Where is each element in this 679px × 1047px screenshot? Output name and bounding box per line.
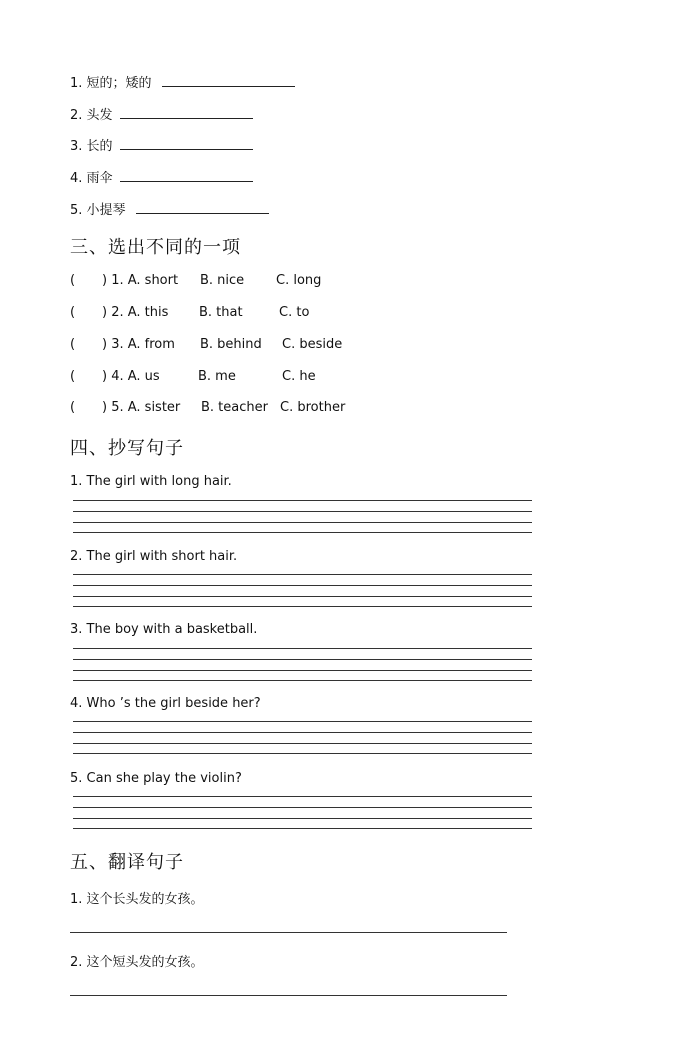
paren-open: ( [70,400,76,415]
writing-line[interactable] [73,511,532,512]
writing-line[interactable] [73,532,532,533]
vocab-item-4 [70,167,253,186]
writing-line[interactable] [73,828,532,829]
vocab-item-3 [70,135,253,154]
vocab-item-2 [70,104,253,123]
mc-item-2[interactable] [70,305,370,321]
mc-question-a: ) 2. A. this [102,305,169,320]
mc-option-b: B. me [198,369,236,384]
mc-question-a: ) 3. A. from [102,337,175,352]
section-5-title: 五、翻译句子 [70,852,184,873]
vocab-item-1 [70,72,295,91]
writing-line[interactable] [73,753,532,754]
writing-line[interactable] [73,659,532,660]
copy-sentence-1: 1. The girl with long hair. [70,474,232,489]
translation-answer-line[interactable] [70,995,507,996]
paren-open: ( [70,305,76,320]
mc-option-c: C. beside [282,337,343,352]
writing-line[interactable] [73,648,532,649]
mc-option-c: C. to [279,305,310,320]
mc-option-b: B. behind [200,337,262,352]
writing-line[interactable] [73,574,532,575]
mc-question-a: ) 5. A. sister [102,400,181,415]
vocab-number: 2. [70,108,83,123]
mc-question-a: ) 1. A. short [102,273,179,288]
copy-sentence-5: 5. Can she play the violin? [70,771,242,786]
mc-question-a: ) 4. A. us [102,369,160,384]
writing-line[interactable] [73,670,532,671]
answer-blank[interactable] [120,136,253,150]
vocab-item-5 [70,199,269,218]
vocab-word: 长的 [86,139,113,154]
mc-option-b: B. nice [200,273,245,288]
mc-item-5[interactable] [70,400,370,416]
writing-line[interactable] [73,522,532,523]
writing-line[interactable] [73,680,532,681]
answer-blank[interactable] [120,105,253,119]
mc-item-4[interactable] [70,369,370,385]
writing-line[interactable] [73,796,532,797]
writing-line[interactable] [73,585,532,586]
vocab-word: 雨伞 [86,171,113,186]
mc-item-3[interactable] [70,337,370,353]
vocab-number: 1. [70,76,83,91]
vocab-word: 小提琴 [86,203,126,218]
copy-sentence-3: 3. The boy with a basketball. [70,622,258,637]
mc-option-c: C. he [282,369,316,384]
vocab-number: 4. [70,171,83,186]
translate-sentence-1: 1. 这个长头发的女孩。 [70,892,204,907]
writing-line[interactable] [73,606,532,607]
translate-sentence-2: 2. 这个短头发的女孩。 [70,955,204,970]
vocab-number: 5. [70,203,83,218]
mc-option-b: B. teacher [201,400,268,415]
writing-line[interactable] [73,807,532,808]
section-4-title: 四、抄写句子 [70,438,184,459]
copy-sentence-2: 2. The girl with short hair. [70,549,238,564]
translation-answer-line[interactable] [70,932,507,933]
writing-line[interactable] [73,500,532,501]
writing-line[interactable] [73,721,532,722]
mc-option-b: B. that [199,305,243,320]
writing-line[interactable] [73,743,532,744]
vocab-number: 3. [70,139,83,154]
mc-item-1[interactable] [70,273,370,289]
mc-option-c: C. long [276,273,322,288]
section-3-title: 三、选出不同的一项 [70,237,241,258]
copy-sentence-4: 4. Who ’s the girl beside her? [70,696,261,711]
answer-blank[interactable] [120,168,253,182]
answer-blank[interactable] [162,73,295,87]
paren-open: ( [70,369,76,384]
writing-line[interactable] [73,596,532,597]
writing-line[interactable] [73,732,532,733]
paren-open: ( [70,337,76,352]
paren-open: ( [70,273,76,288]
vocab-word: 短的；矮的 [86,76,152,91]
mc-option-c: C. brother [280,400,346,415]
answer-blank[interactable] [136,200,269,214]
writing-line[interactable] [73,818,532,819]
vocab-word: 头发 [86,108,113,123]
